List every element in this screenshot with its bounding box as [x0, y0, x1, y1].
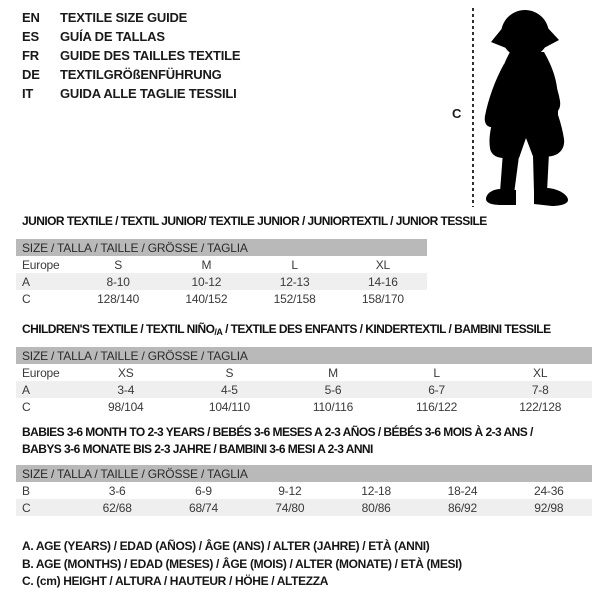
- size-cell: 18-24: [447, 483, 478, 498]
- table-row-height: [16, 398, 592, 415]
- size-header-row: [16, 239, 427, 256]
- size-cell: 14-16: [339, 273, 427, 290]
- size-cell: 3-4: [74, 381, 178, 398]
- table-row-age-months: [16, 482, 592, 499]
- lang-label: TEXTILE SIZE GUIDE: [60, 10, 188, 25]
- lang-label: GUÍA DE TALLAS: [60, 29, 165, 44]
- row-label: C: [22, 291, 31, 306]
- table-row-height: [16, 290, 427, 307]
- size-cell: 4-5: [178, 381, 282, 398]
- junior-table-title: JUNIOR TEXTILE / TEXTIL JUNIOR/ TEXTILE JUNIOR / JUNIORTEXTIL / JUNIOR TESSILE: [22, 214, 487, 228]
- size-cell: 152/158: [273, 291, 316, 306]
- size-cell: XS: [117, 365, 134, 380]
- children-title-sub: /A: [214, 327, 223, 337]
- size-header-label: SIZE / TALLA / TAILLE / GRÖSSE / TAGLIA: [16, 465, 592, 482]
- legend-line-b: B. AGE (MONTHS) / EDAD (MESES) / ÂGE (MOIS) / ALTER (MONATE) / ETÀ (MESI): [22, 556, 462, 571]
- legend-line-a: A. AGE (YEARS) / EDAD (AÑOS) / ÂGE (ANS) / ALTER (JAHRE) / ETÀ (ANNI): [22, 539, 430, 553]
- legend-line-c: C. (cm) HEIGHT / ALTURA / HAUTEUR / HÖHE / ALTEZZA: [22, 574, 329, 588]
- size-cell: 6-9: [195, 483, 212, 498]
- size-cell: 116/122: [416, 399, 458, 414]
- row-label: B: [22, 483, 30, 498]
- lang-label: GUIDA ALLE TAGLIE TESSILI: [60, 86, 237, 101]
- size-cell: 104/110: [208, 399, 250, 414]
- size-cell: 8-10: [74, 273, 162, 290]
- lang-code: ES: [22, 29, 39, 44]
- size-cell: 86/92: [419, 499, 505, 516]
- junior-size-table: [16, 239, 427, 307]
- size-cell: 12-13: [251, 273, 339, 290]
- size-cell: 9-12: [278, 483, 302, 498]
- language-title-list: [22, 8, 240, 103]
- lang-code: DE: [22, 67, 40, 82]
- size-cell: S: [114, 257, 123, 272]
- table-row-europe: [16, 256, 427, 273]
- size-header-row: [16, 465, 592, 482]
- size-cell: 140/152: [185, 291, 228, 306]
- table-row-age: [16, 273, 427, 290]
- table-row-height: [16, 499, 592, 516]
- lang-row-it: [22, 84, 240, 103]
- height-measure-dashed-line: [472, 8, 474, 207]
- children-title-post: / TEXTILE DES ENFANTS / KINDERTEXTIL / BAMBINI TESSILE: [222, 322, 551, 336]
- size-cell: 5-6: [281, 381, 385, 398]
- lang-row-es: [22, 27, 240, 46]
- legend: [22, 538, 462, 591]
- lang-code: EN: [22, 10, 40, 25]
- size-header-label: SIZE / TALLA / TAILLE / GRÖSSE / TAGLIA: [16, 239, 427, 256]
- size-cell: 110/116: [312, 399, 354, 414]
- size-header-row: [16, 347, 592, 364]
- row-label: C: [22, 399, 31, 414]
- lang-label: GUIDE DES TAILLES TEXTILE: [60, 48, 241, 63]
- row-label: C: [16, 499, 74, 516]
- size-cell: S: [225, 365, 234, 380]
- size-cell: XL: [375, 257, 391, 272]
- row-label: Europe: [22, 365, 60, 380]
- size-cell: XL: [533, 365, 548, 380]
- lang-label: TEXTILGRÖßENFÜHRUNG: [60, 67, 222, 82]
- size-cell: 158/170: [361, 291, 404, 306]
- size-cell: 80/86: [333, 499, 419, 516]
- table-row-age: [16, 381, 592, 398]
- size-cell: 7-8: [488, 381, 592, 398]
- size-header-label: SIZE / TALLA / TAILLE / GRÖSSE / TAGLIA: [16, 347, 592, 364]
- size-cell: 68/74: [160, 499, 246, 516]
- size-cell: 24-36: [533, 483, 564, 498]
- babies-title-line1: BABIES 3-6 MONTH TO 2-3 YEARS / BEBÉS 3-6 MESES A 2-3 AÑOS / BÉBÉS 3-6 MOIS À 2-3 ANS /: [22, 425, 533, 439]
- babies-table-title: [22, 424, 533, 458]
- size-cell: L: [291, 257, 298, 272]
- size-cell: 98/104: [108, 399, 144, 414]
- lang-code: FR: [22, 48, 39, 63]
- size-cell: 3-6: [108, 483, 126, 498]
- children-title-pre: CHILDREN'S TEXTILE / TEXTIL NIÑO: [22, 322, 215, 336]
- size-cell: 62/68: [74, 499, 160, 516]
- babies-title-line2: BABYS 3-6 MONATE BIS 2-3 JAHRE / BAMBINI 3-6 MESI A 2-3 ANNI: [22, 442, 373, 456]
- baby-silhouette-icon: [480, 6, 575, 211]
- size-cell: 6-7: [385, 381, 489, 398]
- row-label: A: [16, 381, 74, 398]
- size-cell: M: [328, 365, 338, 380]
- height-measure-label: C: [452, 106, 462, 121]
- size-cell: 10-12: [162, 273, 250, 290]
- row-label: Europe: [22, 257, 60, 272]
- size-cell: 92/98: [506, 499, 592, 516]
- lang-row-en: [22, 8, 240, 27]
- size-cell: L: [433, 365, 440, 380]
- children-table-title: [22, 321, 551, 341]
- size-cell: 128/140: [97, 291, 140, 306]
- lang-row-de: [22, 65, 240, 84]
- size-cell: 122/128: [519, 399, 562, 414]
- table-row-europe: [16, 364, 592, 381]
- lang-row-fr: [22, 46, 240, 65]
- lang-code: IT: [22, 86, 34, 101]
- size-cell: M: [201, 257, 212, 272]
- babies-size-table: [16, 465, 592, 516]
- size-cell: 74/80: [247, 499, 333, 516]
- children-size-table: [16, 347, 592, 415]
- row-label: A: [16, 273, 74, 290]
- size-cell: 12-18: [361, 483, 391, 498]
